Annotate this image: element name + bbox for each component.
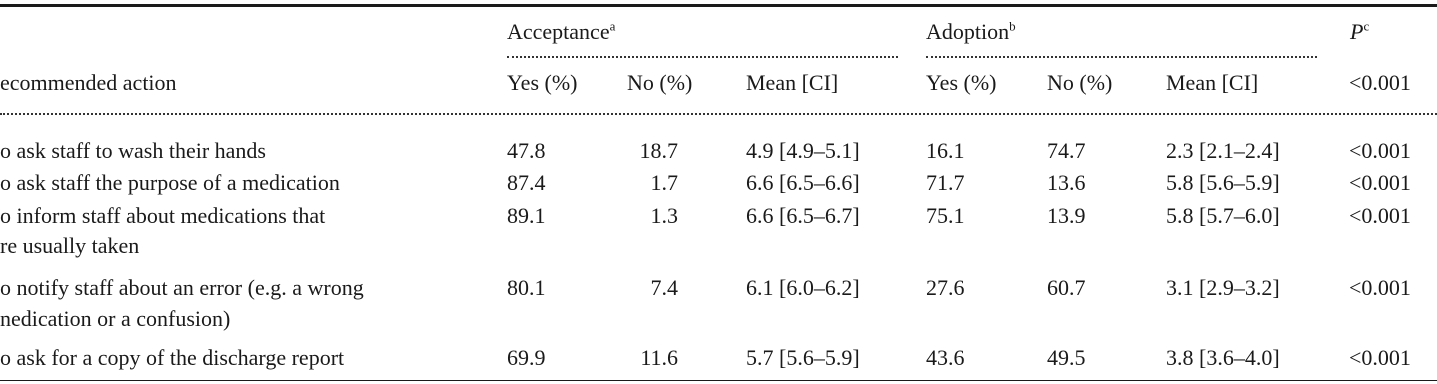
row-adoption-no: 13.6 — [1047, 170, 1086, 195]
table-top-rule — [0, 4, 1437, 7]
adoption-label: Adoption — [926, 19, 1010, 44]
row-adoption-yes: 27.6 — [926, 275, 965, 300]
row-acceptance-no: 18.7 — [639, 138, 678, 163]
row-acceptance-mean: 6.6 [6.5–6.6] — [746, 170, 860, 195]
p-group-header — [1350, 19, 1369, 45]
row-acceptance-yes: 87.4 — [507, 170, 546, 195]
row-acceptance-mean: 5.7 [5.6–5.9] — [746, 345, 860, 370]
row-adoption-yes: 43.6 — [926, 345, 965, 370]
column-header-adoption-yes: Yes (%) — [926, 70, 997, 95]
row-acceptance-no: 11.6 — [640, 345, 678, 370]
row-p-value: <0.001 — [1349, 170, 1411, 195]
table-bottom-rule — [0, 380, 1437, 381]
row-action-continued: nedication or a confusion) — [0, 306, 231, 331]
adoption-footnote-mark: b — [1009, 18, 1016, 34]
row-action: o ask for a copy of the discharge report — [0, 345, 345, 370]
row-acceptance-yes: 89.1 — [507, 203, 546, 228]
column-header-p: <0.001 — [1349, 70, 1411, 95]
row-acceptance-no: 1.3 — [650, 203, 678, 228]
row-acceptance-yes: 69.9 — [507, 345, 546, 370]
row-acceptance-no: 7.4 — [650, 275, 678, 300]
row-adoption-yes: 16.1 — [926, 138, 965, 163]
row-acceptance-mean: 6.6 [6.5–6.7] — [746, 203, 860, 228]
row-p-value: <0.001 — [1349, 203, 1411, 228]
row-action: o inform staff about medications that — [0, 203, 326, 228]
row-adoption-no: 49.5 — [1047, 345, 1086, 370]
row-action: o ask staff to wash their hands — [0, 138, 266, 163]
column-header-acceptance-yes: Yes (%) — [507, 70, 578, 95]
p-footnote-mark: c — [1363, 18, 1370, 34]
row-adoption-mean: 5.8 [5.7–6.0] — [1166, 203, 1280, 228]
header-separator-rule — [0, 113, 1437, 115]
column-header-acceptance-mean: Mean [CI] — [746, 70, 839, 95]
row-p-value: <0.001 — [1349, 275, 1411, 300]
row-action: o notify staff about an error (e.g. a wrong — [0, 275, 364, 300]
row-adoption-mean: 2.3 [2.1–2.4] — [1166, 138, 1280, 163]
row-adoption-mean: 3.8 [3.6–4.0] — [1166, 345, 1280, 370]
row-p-value: <0.001 — [1349, 138, 1411, 163]
row-adoption-mean: 3.1 [2.9–3.2] — [1166, 275, 1280, 300]
row-adoption-no: 74.7 — [1047, 138, 1086, 163]
row-acceptance-mean: 4.9 [4.9–5.1] — [746, 138, 860, 163]
adoption-group-rule — [926, 56, 1317, 58]
acceptance-group-rule — [507, 56, 898, 58]
column-header-action: ecommended action — [0, 70, 177, 95]
row-adoption-no: 60.7 — [1047, 275, 1086, 300]
row-acceptance-yes: 47.8 — [507, 138, 546, 163]
acceptance-group-header — [507, 19, 615, 45]
adoption-group-header — [926, 19, 1016, 45]
row-acceptance-no: 1.7 — [650, 170, 678, 195]
row-adoption-no: 13.9 — [1047, 203, 1086, 228]
row-action: o ask staff the purpose of a medication — [0, 170, 340, 195]
row-p-value: <0.001 — [1349, 345, 1411, 370]
column-header-adoption-no: No (%) — [1047, 70, 1113, 95]
column-header-adoption-mean: Mean [CI] — [1166, 70, 1259, 95]
row-action-continued: re usually taken — [0, 233, 140, 258]
acceptance-footnote-mark: a — [609, 18, 616, 34]
row-adoption-yes: 71.7 — [926, 170, 965, 195]
column-header-acceptance-no: No (%) — [627, 70, 693, 95]
row-adoption-mean: 5.8 [5.6–5.9] — [1166, 170, 1280, 195]
row-acceptance-mean: 6.1 [6.0–6.2] — [746, 275, 860, 300]
row-acceptance-yes: 80.1 — [507, 275, 546, 300]
row-adoption-yes: 75.1 — [926, 203, 965, 228]
p-label: P — [1350, 19, 1364, 44]
acceptance-label: Acceptance — [507, 19, 610, 44]
